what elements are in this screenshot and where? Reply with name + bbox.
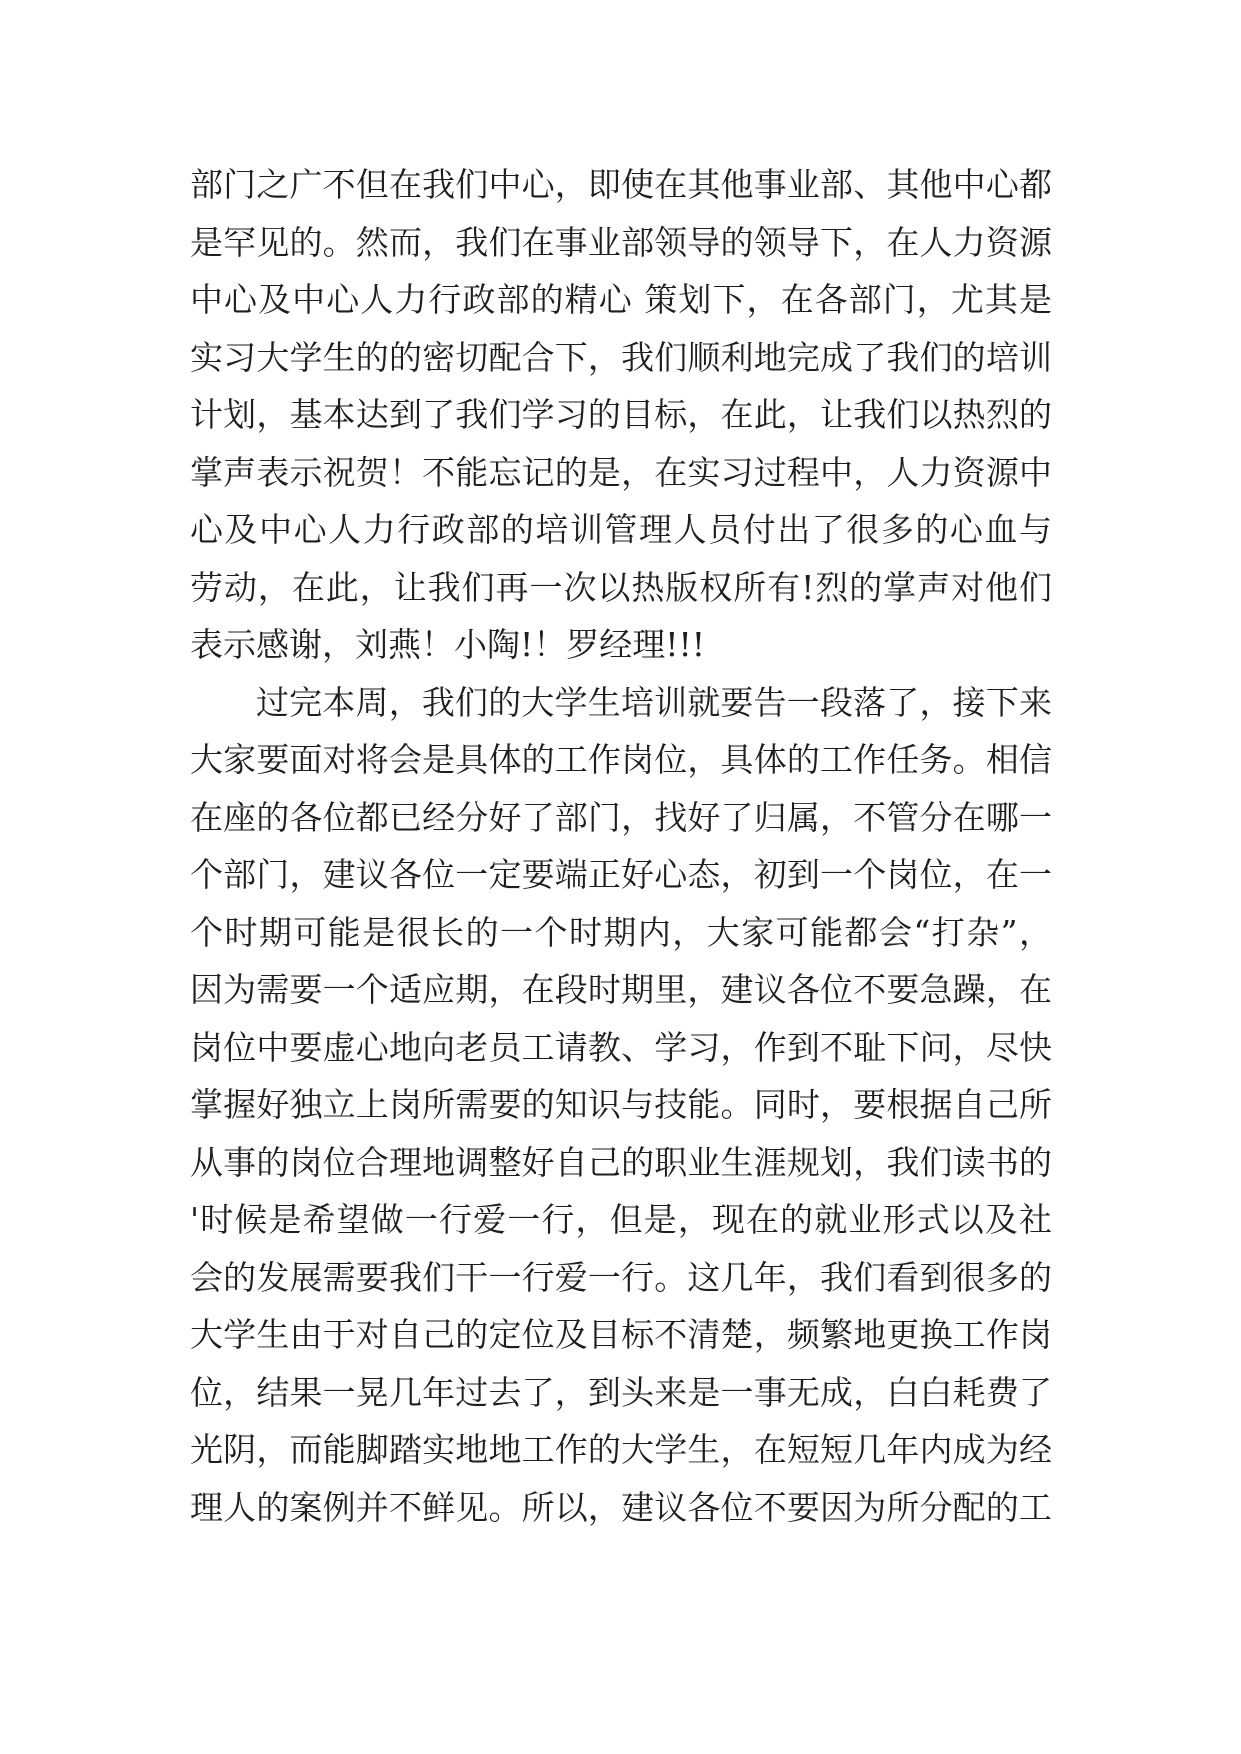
text-line: 劳动，在此，让我们再一次以热版权所有!烈的掌声对他们 bbox=[190, 567, 1052, 607]
text-line: 会的发展需要我们干一行爱一行。这几年，我们看到很多的 bbox=[190, 1257, 1052, 1297]
text-line: 大学生由于对自己的定位及目标不清楚，频繁地更换工作岗 bbox=[190, 1315, 1052, 1354]
text-line: 个时期可能是很长的一个时期内，大家可能都会“打杂”， bbox=[190, 912, 1052, 952]
text-line: 部门之广不但在我们中心，即使在其他事业部、其他中心都 bbox=[190, 165, 1052, 204]
text-line: 岗位中要虚心地向老员工请教、学习，作到不耻下问，尽快 bbox=[190, 1027, 1052, 1067]
text-line: '时候是希望做一行爱一行，但是，现在的就业形式以及社 bbox=[190, 1200, 1052, 1239]
text-line: 心及中心人力行政部的培训管理人员付出了很多的心血与 bbox=[190, 510, 1052, 549]
text-line: 位，结果一晃几年过去了，到头来是一事无成，白白耗费了 bbox=[190, 1372, 1052, 1412]
text-line: 计划，基本达到了我们学习的目标，在此，让我们以热烈的 bbox=[190, 395, 1052, 434]
text-line: 是罕见的。然而，我们在事业部领导的领导下，在人力资源 bbox=[190, 222, 1052, 262]
document-body bbox=[190, 156, 1052, 1536]
paragraph-1 bbox=[190, 156, 1052, 674]
text-line: 大家要面对将会是具体的工作岗位，具体的工作任务。相信 bbox=[190, 740, 1052, 779]
text-line: 中心及中心人力行政部的精心 策划下，在各部门，尤其是 bbox=[190, 280, 1052, 319]
text-line: 理人的案例并不鲜见。所以，建议各位不要因为所分配的工 bbox=[190, 1487, 1052, 1527]
text-line: 掌握好独立上岗所需要的知识与技能。同时，要根据自己所 bbox=[190, 1085, 1052, 1124]
text-line: 表示感谢，刘燕！小陶!！罗经理!!! bbox=[190, 625, 706, 664]
text-line: 光阴，而能脚踏实地地工作的大学生，在短短几年内成为经 bbox=[190, 1430, 1052, 1469]
text-line: 在座的各位都已经分好了部门，找好了归属，不管分在哪一 bbox=[190, 797, 1052, 837]
text-line: 过完本周，我们的大学生培训就要告一段落了，接下来 bbox=[256, 682, 1052, 722]
text-line: 实习大学生的的密切配合下，我们顺利地完成了我们的培训 bbox=[190, 337, 1052, 377]
text-line: 因为需要一个适应期，在段时期里，建议各位不要急躁，在 bbox=[190, 970, 1052, 1009]
text-line: 个部门，建议各位一定要端正好心态，初到一个岗位，在一 bbox=[190, 855, 1052, 894]
paragraph-2 bbox=[190, 674, 1052, 1537]
text-line: 从事的岗位合理地调整好自己的职业生涯规划，我们读书的 bbox=[190, 1142, 1052, 1182]
text-line: 掌声表示祝贺！不能忘记的是，在实习过程中，人力资源中 bbox=[190, 452, 1052, 492]
